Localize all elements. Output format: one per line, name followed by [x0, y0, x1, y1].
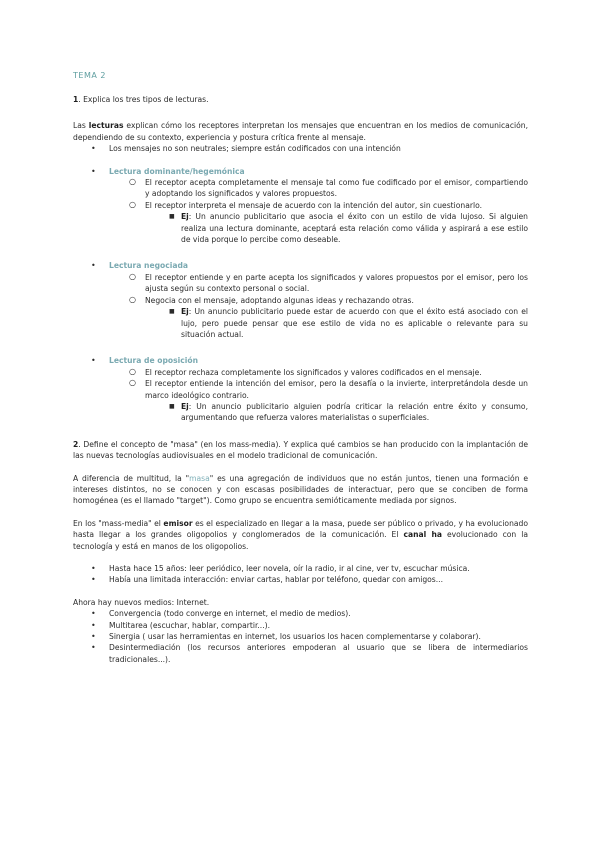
example-label: Ej: [181, 307, 189, 317]
question-2: [73, 439, 528, 462]
circle-bullet-icon: ○: [129, 378, 136, 388]
bullet-icon: •: [91, 356, 96, 366]
oposicion-heading: [73, 355, 528, 366]
list-item-text: Multitarea (escuchar, hablar, compartir...).: [109, 620, 270, 630]
list-item: [73, 620, 528, 631]
list-item-text: Sinergia ( usar las herramientas en internet, los usuarios los hacen complementarse y colaborar).: [109, 632, 481, 642]
list-item: [73, 367, 528, 378]
bullet-icon: •: [91, 144, 96, 154]
example-label: Ej: [181, 401, 189, 411]
circle-bullet-icon: ○: [129, 199, 136, 209]
bullet-icon: •: [91, 564, 96, 573]
list-item: [73, 143, 528, 154]
example-item: [73, 306, 528, 340]
list-item-text: Los mensajes no son neutrales; siempre están codificados con una intención: [109, 144, 401, 154]
list-item: [73, 563, 528, 574]
negociada-title: Lectura negociada: [109, 261, 189, 271]
list-item-text: Convergencia (todo converge en internet, el medio de medios).: [109, 609, 351, 619]
now-list: [73, 608, 528, 665]
canal-keyword: canal ha: [403, 530, 442, 540]
bullet-icon: •: [91, 632, 96, 642]
dominante-heading: [73, 166, 528, 177]
question-2-text: . Define el concepto de "masa" (en los mass-media). Y explica qué cambios se han producido con la implantación de las nuevas tecnologías audiovisuales en el modelo tradicional de comunicación.: [73, 439, 528, 461]
oposicion-list: [73, 355, 528, 423]
list-item-text: El receptor rechaza completamente los significados y valores codificados en el mensaje.: [145, 367, 482, 377]
example-label: Ej: [181, 212, 189, 222]
before-list: [73, 563, 528, 586]
list-item: [73, 272, 528, 295]
circle-bullet-icon: ○: [129, 294, 136, 304]
bullet-icon: •: [91, 620, 96, 630]
question-1-text: . Explica los tres tipos de lecturas.: [78, 95, 209, 104]
example-item: [73, 401, 528, 424]
oposicion-title: Lectura de oposición: [109, 356, 198, 366]
emisor-middle: es el especializado en llegar a la masa, puede ser público o privado, y ha evolucionado hasta llegar a los grandes oligopolios y conglomerados de la comunicación. El: [73, 518, 529, 540]
lecturas-intro: [73, 120, 528, 143]
question-1-number: 1: [73, 95, 79, 104]
question-2-number: 2: [73, 439, 79, 449]
section-title: TEMA 2: [73, 71, 106, 80]
document-page: [73, 71, 528, 665]
question-1: [73, 94, 528, 105]
bullet-icon: •: [91, 575, 96, 585]
list-item-text: Desintermediación (los recursos anteriores empoderan al usuario que se libera de intermediarios tradicionales...).: [109, 643, 528, 664]
masa-rest: " es una agregación de individuos que no están juntos, tienen una formación e intereses distintos, no se conocen y con escasas posibilidades de interactuar, pero que se conciben de forma homogénea (es el llamado "target"). Como grupo se encuentra semióticamente mediada por signos.: [73, 473, 528, 506]
intro-list: [73, 143, 528, 154]
example-text: : Un anuncio publicitario puede estar de acuerdo con que el éxito está asociado con el lujo, pero puede pensar que ese estilo de vida no es aplicable o relevante para su situación actual.: [181, 307, 528, 339]
intro-start: Las: [73, 121, 89, 131]
negociada-list: [73, 260, 528, 340]
list-item: [73, 378, 528, 401]
list-item: [73, 177, 528, 200]
bullet-icon: •: [91, 609, 96, 619]
example-item: [73, 211, 528, 245]
list-item: [73, 608, 528, 619]
square-bullet-icon: ■: [169, 213, 175, 221]
list-item: [73, 642, 528, 665]
masa-paragraph: [73, 473, 528, 507]
list-item-text: El receptor entiende y en parte acepta los significados y valores propuestos por el emisor, pero los ajusta según su contexto personal o social.: [145, 272, 528, 294]
list-item-text: Hasta hace 15 años: leer periódico, leer novela, oír la radio, ir al cine, ver tv, escuchar música.: [109, 564, 470, 573]
emisor-rest: evolucionado con la tecnología y está en manos de los oligopolios.: [73, 530, 528, 551]
bullet-icon: •: [91, 166, 96, 176]
bullet-icon: •: [91, 643, 96, 653]
list-item: [73, 295, 528, 306]
list-item: [73, 574, 528, 585]
example-text: : Un anuncio publicitario alguien podría criticar la relación entre éxito y consumo, argumentando que refuerza valores materialistas o superficiales.: [181, 401, 528, 423]
circle-bullet-icon: ○: [129, 366, 136, 376]
negociada-heading: [73, 260, 528, 271]
list-item-text: El receptor entiende la intención del emisor, pero la desafía o la invierte, interpretándola desde un marco ideológico contrario.: [145, 379, 528, 400]
list-item-text: El receptor interpreta el mensaje de acuerdo con la intención del autor, sin cuestionarlo.: [145, 200, 483, 210]
intro-keyword: lecturas: [88, 121, 124, 131]
square-bullet-icon: ■: [169, 308, 175, 316]
dominante-title: Lectura dominante/hegemónica: [109, 166, 245, 176]
list-item: [73, 200, 528, 211]
circle-bullet-icon: ○: [129, 177, 136, 187]
intro-rest: explican cómo los receptores interpretan los mensajes que encuentran en los medios de comunicación, dependiendo de su contexto, experiencia y postura crítica frente al mensaje.: [73, 121, 528, 142]
emisor-start: En los "mass-media" el: [73, 518, 164, 528]
list-item: [73, 631, 528, 642]
emisor-paragraph: [73, 518, 528, 552]
list-item-text: Había una limitada interacción: enviar cartas, hablar por teléfono, quedar con amigos...: [109, 575, 443, 585]
example-text: : Un anuncio publicitario que asocia el éxito con un estilo de vida lujoso. Si alguien realiza una lectura dominante, aceptará esta relación como válida y aspirará a ese estilo de vida porque lo percibe como deseable.: [181, 212, 528, 245]
masa-start: A diferencia de multitud, la ": [73, 473, 190, 483]
square-bullet-icon: ■: [169, 402, 175, 410]
list-item-text: El receptor acepta completamente el mensaje tal como fue codificado por el emisor, compartiendo y adoptando los significados y valores propuestos.: [145, 178, 528, 199]
list-item-text: Negocia con el mensaje, adoptando algunas ideas y rechazando otras.: [145, 295, 414, 305]
masa-keyword: masa: [189, 473, 210, 483]
dominante-list: [73, 166, 528, 246]
bullet-icon: •: [91, 261, 96, 271]
circle-bullet-icon: ○: [129, 271, 136, 281]
now-intro: Ahora hay nuevos medios: Internet.: [73, 597, 210, 607]
emisor-keyword: emisor: [163, 518, 193, 528]
